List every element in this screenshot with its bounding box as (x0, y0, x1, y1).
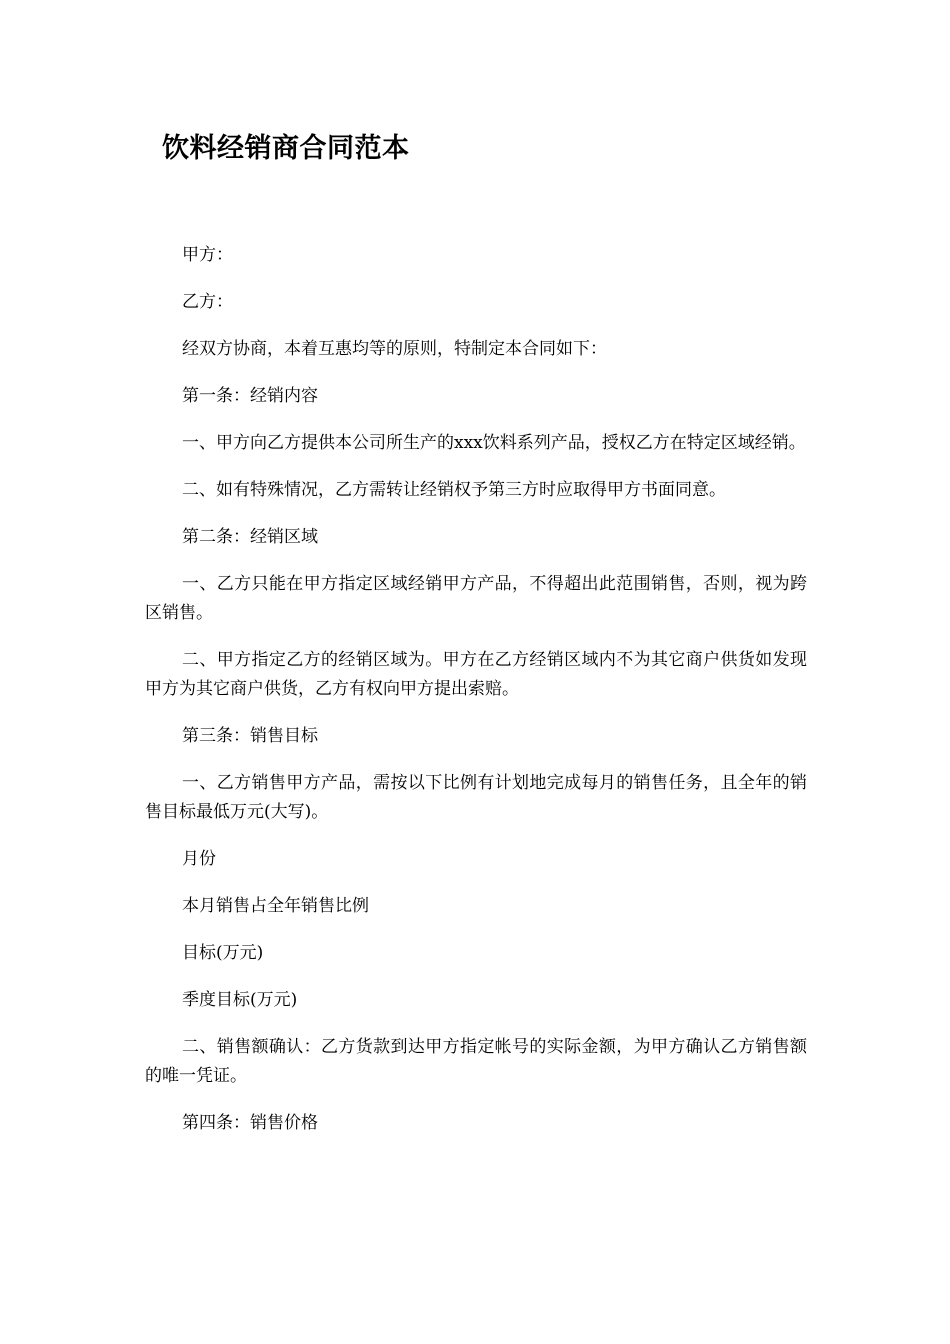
party-b-line: 乙方： (182, 292, 233, 312)
article-3-heading: 第三条：销售目标 (182, 726, 318, 746)
article-3-clause-1: 一、乙方销售甲方产品，需按以下比例有计划地完成每月的销售任务，且全年的销售目标最低万元(大写)。 (145, 773, 807, 822)
preamble: 经双方协商，本着互惠均等的原则，特制定本合同如下： (182, 339, 607, 359)
article-1-clause-1: 一、甲方向乙方提供本公司所生产的xxx饮料系列产品，授权乙方在特定区域经销。 (182, 433, 806, 453)
document-body (145, 241, 807, 1156)
article-4-heading: 第四条：销售价格 (182, 1113, 318, 1133)
table-label-quarter-target: 季度目标(万元) (182, 990, 298, 1010)
table-label-monthly-ratio: 本月销售占全年销售比例 (182, 896, 369, 916)
article-2-clause-1: 一、乙方只能在甲方指定区域经销甲方产品，不得超出此范围销售，否则，视为跨区销售。 (145, 574, 807, 623)
table-label-month: 月份 (182, 849, 216, 869)
article-1-heading: 第一条：经销内容 (182, 386, 318, 406)
party-a-line: 甲方： (182, 245, 233, 265)
article-2-heading: 第二条：经销区域 (182, 527, 318, 547)
article-1-clause-2: 二、如有特殊情况，乙方需转让经销权予第三方时应取得甲方书面同意。 (182, 480, 726, 500)
article-3-clause-2: 二、销售额确认：乙方货款到达甲方指定帐号的实际金额，为甲方确认乙方销售额的唯一凭证。 (145, 1037, 807, 1086)
table-label-target: 目标(万元) (182, 943, 264, 963)
article-2-clause-2: 二、甲方指定乙方的经销区域为。甲方在乙方经销区域内不为其它商户供货如发现甲方为其它商户供货，乙方有权向甲方提出索赔。 (145, 650, 807, 699)
document-title: 饮料经销商合同范本 (162, 133, 410, 164)
